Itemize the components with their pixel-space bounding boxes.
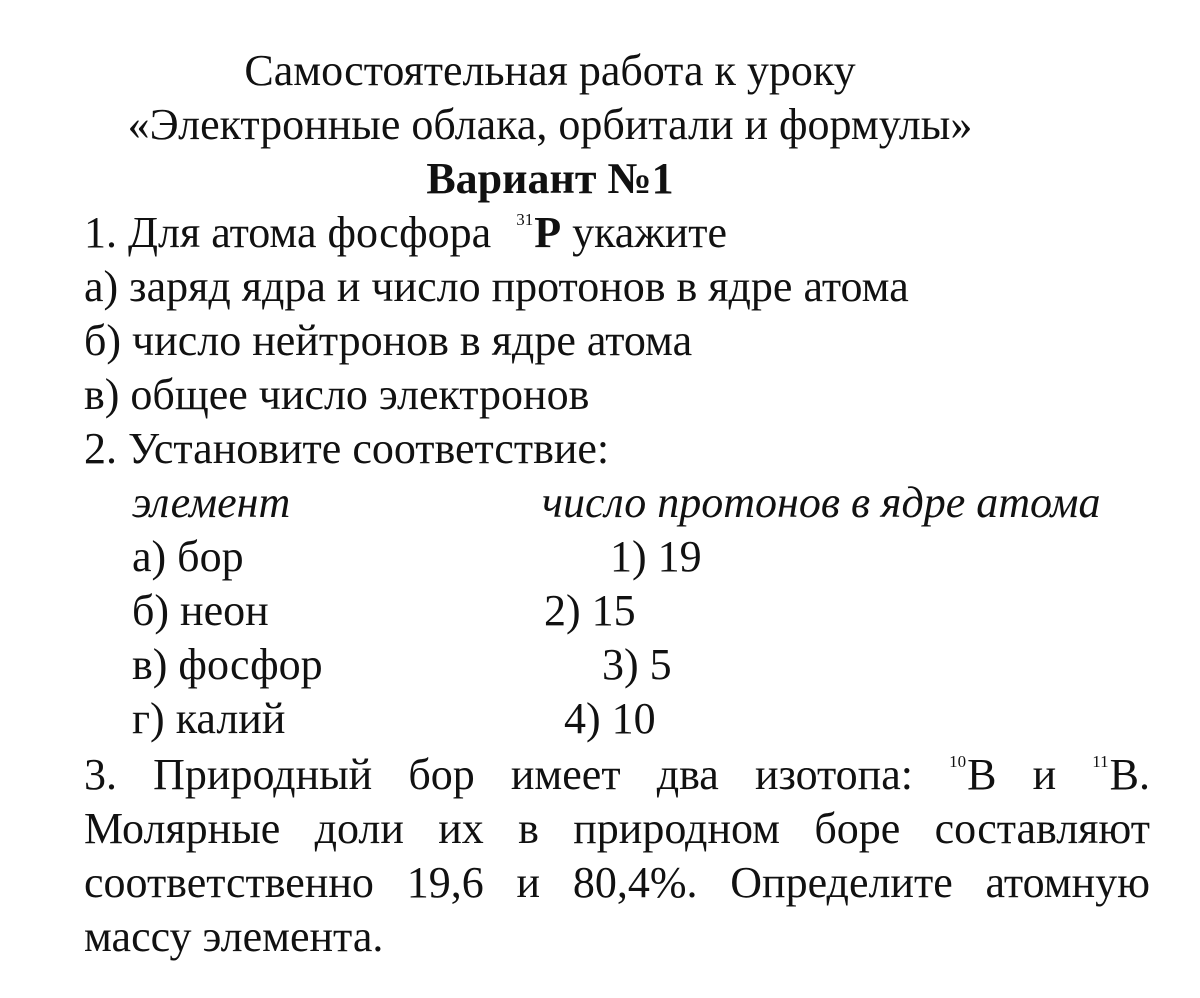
task3-word: изотопа: — [754, 750, 913, 799]
task2-element-a: а) бор — [132, 532, 244, 581]
task3-line-4 — [84, 910, 1150, 964]
task1-item-b: б) число нейтронов в ядре атома — [84, 316, 693, 365]
task3-line-3 — [84, 856, 1150, 910]
task3-word: в — [518, 804, 539, 853]
title-line-1: Самостоятельная работа к уроку — [244, 46, 856, 95]
isotope-2-mass: 11 — [1092, 752, 1109, 771]
task2-option-1: 1) 19 — [610, 532, 702, 581]
task3-word: составляют — [934, 804, 1150, 853]
task3-word: природном — [573, 804, 780, 853]
task3-word: и — [516, 858, 541, 907]
task3-line-2 — [84, 802, 1150, 856]
task3-word: Молярные — [84, 804, 281, 853]
task2-heading: 2. Установите соответствие: — [84, 424, 610, 473]
task2-element-d: г) калий — [132, 694, 286, 743]
task3-word: атомную — [985, 858, 1150, 907]
task3-paragraph — [84, 748, 1150, 964]
task1-prefix: 1. Для атома фосфора — [84, 208, 492, 257]
task3-word: их — [438, 804, 484, 853]
isotope-2-symbol: B. — [1109, 750, 1150, 799]
task3-word: боре — [814, 804, 901, 853]
isotope-1 — [949, 748, 996, 802]
task3-word: 3. — [84, 750, 117, 799]
task3-line-1 — [84, 748, 1150, 802]
task2-option-2: 2) 15 — [544, 586, 636, 635]
task1-symbol: P — [534, 208, 562, 257]
isotope-2 — [1092, 748, 1150, 802]
isotope-1-symbol: B — [967, 750, 997, 799]
task3-last-line: массу элемента. — [84, 912, 384, 961]
task2-right-header: число протонов в ядре атома — [542, 478, 1101, 527]
task2-element-b: б) неон — [132, 586, 269, 635]
task1-item-c: в) общее число электронов — [84, 370, 590, 419]
variant-heading: Вариант №1 — [426, 154, 674, 203]
task2-option-4: 4) 10 — [564, 694, 656, 743]
title-line-2: «Электронные облака, орбитали и формулы» — [127, 100, 973, 149]
task3-word: Определите — [730, 858, 953, 907]
task2-option-3: 3) 5 — [602, 640, 672, 689]
task2-element-c: в) фосфор — [132, 640, 323, 689]
task3-conjunction: и — [1032, 750, 1057, 799]
task3-word: два — [656, 750, 719, 799]
task1-item-a: а) заряд ядра и число протонов в ядре атома — [84, 262, 909, 311]
task3-word: имеет — [510, 750, 621, 799]
isotope-1-mass: 10 — [949, 752, 967, 771]
task3-word: 80,4%. — [572, 858, 698, 907]
task3-word: Природный — [153, 750, 373, 799]
task1-mass-number: 31 — [516, 210, 534, 229]
task1-suffix: укажите — [572, 208, 728, 257]
task2-left-header: элемент — [132, 478, 291, 527]
task3-word: 19,6 — [406, 858, 484, 907]
task3-word: доли — [314, 804, 404, 853]
task3-word: соответственно — [84, 858, 374, 907]
task3-word: бор — [408, 750, 475, 799]
